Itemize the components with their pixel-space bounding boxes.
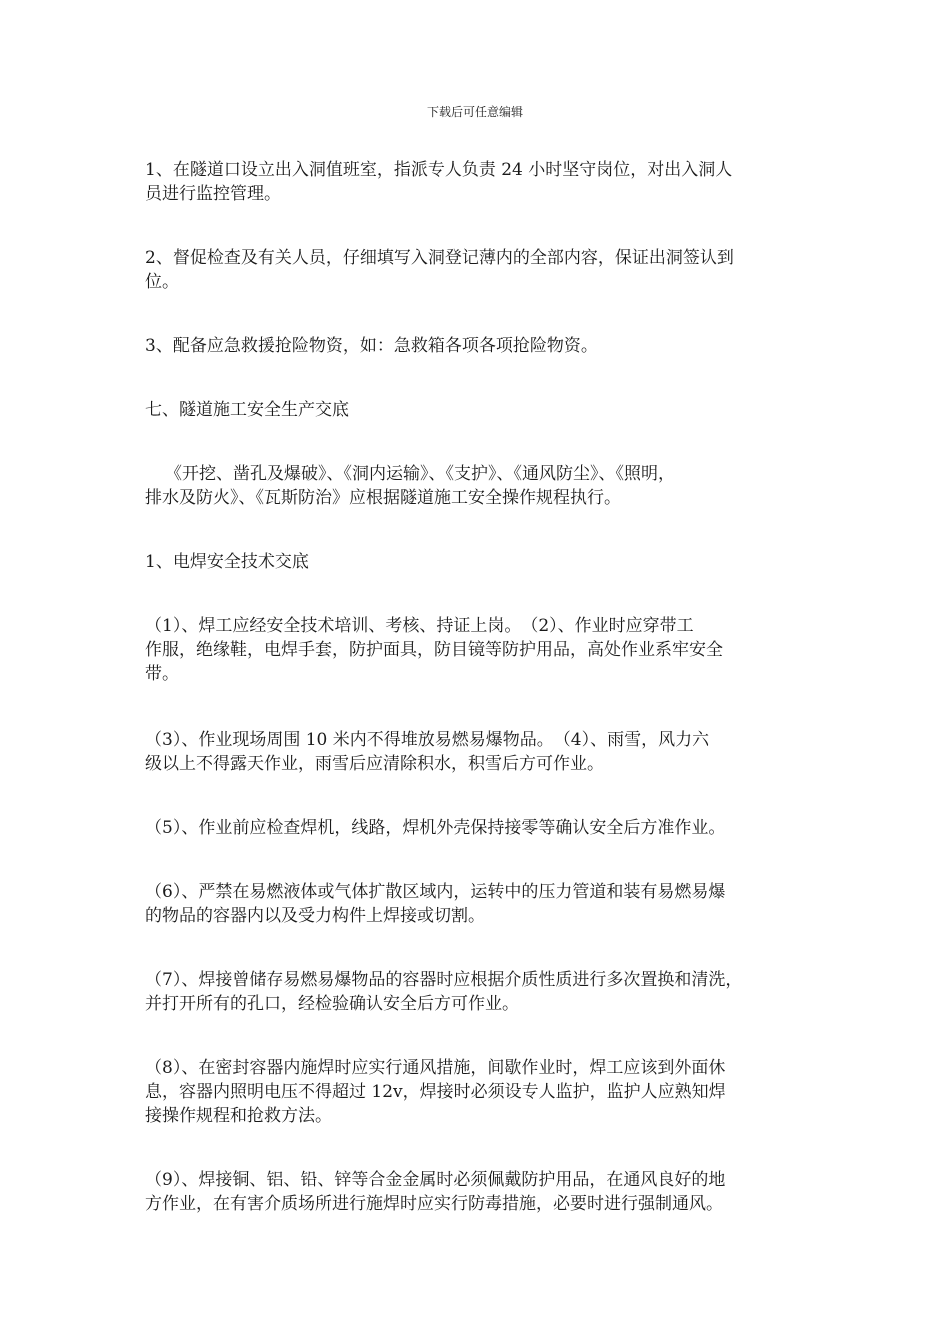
paragraph-line: 接操作规程和抢救方法。 (145, 1106, 332, 1126)
paragraph-line: 排水及防火》、《瓦斯防治》应根据隧道施工安全操作规程执行。 (145, 488, 621, 508)
paragraph-2 (145, 246, 734, 294)
paragraph-line: 级以上不得露天作业，雨雪后应清除积水，积雪后方可作业。 (145, 754, 604, 774)
paragraph-item-3-4 (145, 728, 709, 776)
paragraph-line: （8）、在密封容器内施焊时应实行通风措施，间歇作业时，焊工应该到外面休 (145, 1058, 726, 1078)
paragraph-line: 2、督促检查及有关人员，仔细填写入洞登记薄内的全部内容，保证出洞签认到 (145, 248, 734, 268)
paragraph-line: 员进行监控管理。 (145, 184, 281, 204)
paragraph-item-5 (145, 816, 725, 840)
page-header-note: 下载后可任意编辑 (426, 105, 523, 119)
paragraph-item-1-2 (145, 614, 723, 686)
paragraph-line: （7）、焊接曾储存易燃易爆物品的容器时应根据介质性质进行多次置换和清洗， (145, 970, 743, 990)
paragraph-standards (145, 462, 675, 510)
paragraph-line: （9）、焊接铜、铝、铅、锌等合金金属时必须佩戴防护用品，在通风良好的地 (145, 1170, 726, 1190)
paragraph-line: 息，容器内照明电压不得超过 12v，焊接时必须设专人监护，监护人应熟知焊 (145, 1082, 726, 1102)
paragraph-line: 并打开所有的孔口，经检验确认安全后方可作业。 (145, 994, 519, 1014)
paragraph-line: （3）、作业现场周围 10 米内不得堆放易燃易爆物品。 （4）、雨雪，风力六 (145, 730, 710, 750)
paragraph-line: 1、在隧道口设立出入洞值班室，指派专人负责 24 小时坚守岗位，对出入洞人 (145, 160, 733, 180)
paragraph-line: （5）、作业前应检查焊机，线路，焊机外壳保持接零等确认安全后方准作业。 (145, 818, 726, 838)
paragraph-line: （6）、严禁在易燃液体或气体扩散区域内，运转中的压力管道和装有易燃易爆 (145, 882, 726, 902)
paragraph-line: 作服，绝缘鞋，电焊手套，防护面具，防目镜等防护用品，高处作业系牢安全 (145, 640, 723, 660)
paragraph-line: 七、隧道施工安全生产交底 (145, 400, 349, 420)
paragraph-line: 带。 (145, 664, 179, 684)
paragraph-line: （1）、焊工应经安全技术培训、考核、持证上岗。 （2）、作业时应穿带工 (145, 616, 694, 636)
paragraph-line: 1、电焊安全技术交底 (145, 552, 309, 572)
paragraph-line: 《开挖、凿孔及爆破》、《洞内运输》、《支护》、《通风防尘》、《照明， (165, 464, 675, 484)
paragraph-item-6 (145, 880, 725, 928)
paragraph-line: 位。 (145, 272, 179, 292)
paragraph-line: 的物品的容器内以及受力构件上焊接或切割。 (145, 906, 485, 926)
paragraph-line: 3、配备应急救援抢险物资，如：急救箱各项各项抢险物资。 (145, 336, 598, 356)
paragraph-item-9 (145, 1168, 725, 1216)
paragraph-3 (145, 334, 598, 358)
paragraph-1 (145, 158, 732, 206)
subsection-heading (145, 550, 309, 574)
paragraph-line: 方作业，在有害介质场所进行施焊时应实行防毒措施，必要时进行强制通风。 (145, 1194, 723, 1214)
section-heading (145, 398, 349, 422)
paragraph-item-8 (145, 1056, 726, 1128)
paragraph-item-7 (145, 968, 742, 1016)
